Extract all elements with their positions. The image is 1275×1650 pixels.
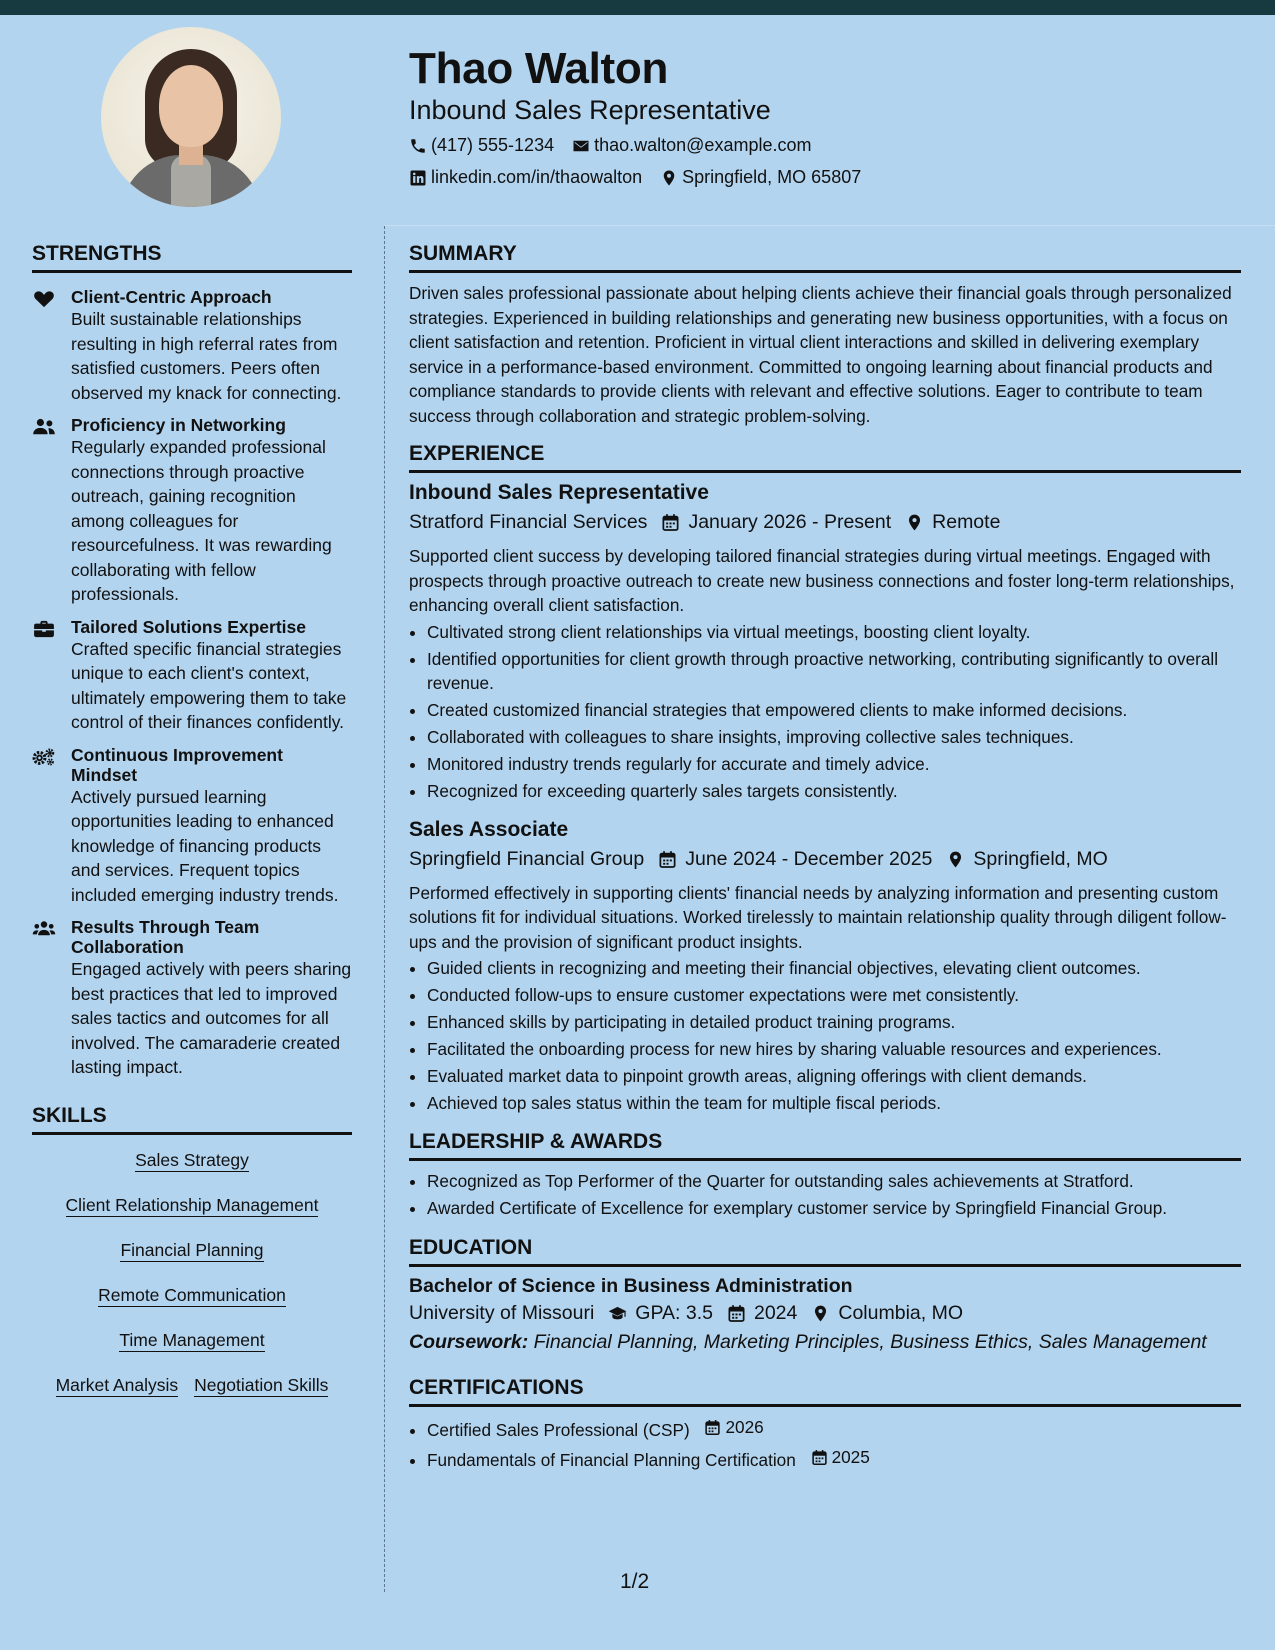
skills-list [32,1149,352,1419]
coursework-label: Coursework: [409,1331,529,1353]
contact-location [660,167,861,188]
calendar-icon [661,513,680,532]
awards-list [409,1169,1241,1221]
list-item: • Recognized for exceeding quarterly sales targets consistently. [427,779,1241,804]
calendar-icon [811,1449,828,1466]
list-item: • Recognized as Top Performer of the Quarter for outstanding sales achievements at Stratford. [427,1169,1241,1194]
strength-desc: Built sustainable relationships resulting in high referral rates from satisfied customers. Peers often observed my knack for connecting. [71,309,342,403]
list-item: • Facilitated the onboarding process for new hires by sharing valuable resources and experiences. [427,1037,1241,1062]
job-meta [409,511,1241,534]
list-item: • Awarded Certificate of Excellence for exemplary customer service by Springfield Financial Group. [427,1196,1241,1221]
envelope-icon [572,137,590,155]
strength-title: Tailored Solutions Expertise [71,616,307,637]
job-company: Springfield Financial Group [409,847,645,870]
strengths-title: STRENGTHS [32,242,352,273]
skill-tag: Client Relationship Management [65,1194,319,1215]
strength-item [32,617,352,735]
calendar-icon [704,1419,721,1436]
column-divider [384,226,385,1592]
linkedin-text: linkedin.com/in/thaowalton [431,167,643,187]
strength-title: Continuous Improvement Mindset [71,744,283,785]
list-item: • Evaluated market data to pinpoint growth areas, aligning offerings with client demands. [427,1064,1241,1089]
list-item: • Identified opportunities for client growth through proactive networking, contributing significantly to overall revenue. [427,647,1241,696]
certification-date [811,1445,870,1470]
strength-desc: Actively pursued learning opportunities leading to enhanced knowledge of financing products and services. Frequent topics included emerging industry trends. [71,786,339,905]
calendar-icon [727,1304,746,1323]
calendar-icon [658,850,677,869]
summary-title: SUMMARY [409,242,1241,273]
right-column [409,242,1241,1482]
list-item: • Conducted follow-ups to ensure customer expectations were met consistently. [427,983,1241,1008]
job-entry [409,481,1241,804]
contact-linkedin[interactable] [409,167,642,188]
experience-section [409,442,1241,1116]
certification-year: 2025 [831,1446,870,1467]
contact-row-1 [409,135,829,156]
page-number: 1/2 [620,1570,650,1593]
strength-item [32,415,352,607]
coursework-list: Financial Planning, Marketing Principles, Business Ethics, Sales Management [533,1331,1207,1353]
school-name: University of Missouri [409,1302,595,1324]
email-text: thao.walton@example.com [594,135,812,155]
skill-tag: Time Management [119,1329,265,1350]
strength-title: Results Through Team Collaboration [71,917,260,957]
users-icon [32,418,56,436]
left-column [32,242,352,1419]
contact-email[interactable] [572,135,811,156]
job-description: Performed effectively in supporting clients' financial needs by analyzing information and presenting custom solutions fit for individual situations. Worked tirelessly to maintain relationship quality through diligent follow-ups and the provision of significant product insights. [409,882,1227,952]
experience-title: EXPERIENCE [409,442,1241,473]
strength-item [32,917,352,1080]
skill-tag: Market Analysis [55,1374,179,1395]
skill-tag: Sales Strategy [135,1149,249,1170]
strength-desc: Engaged actively with peers sharing best practices that led to improved sales tactics and outcomes for all involved. The camaraderie created lasting impact. [71,959,352,1077]
list-item: • Enhanced skills by participating in detailed product training programs. [427,1010,1241,1035]
graduation-year: 2024 [753,1302,798,1324]
list-item: • Guided clients in recognizing and meeting their financial objectives, elevating client outcomes. [427,956,1241,981]
education-section [409,1236,1241,1354]
certification-date [704,1415,763,1440]
certification-year: 2026 [725,1417,764,1437]
certifications-title: CERTIFICATIONS [409,1376,1241,1407]
skill-tag: Negotiation Skills [194,1374,329,1395]
strength-title: Client-Centric Approach [71,287,272,307]
job-title: Inbound Sales Representative [409,481,709,504]
list-item: • Created customized financial strategies that empowered clients to make informed decisions. [427,698,1241,723]
map-pin-icon [660,169,678,187]
certification-name: Certified Sales Professional (CSP) [427,1419,690,1440]
coursework [409,1331,1241,1354]
summary-text: Driven sales professional passionate about helping clients achieve their financial goals through personalized strategies. Experienced in building relationships and generating new business opportunities, with a focus on client satisfaction and retention. Proficient in virtual client interactions and skilled in delivering exemplary service in a performance-based environment. Committed to ongoing learning about financial products and compliance standards to provide clients with relevant and effective solutions. Eager to contribute to team success through collaboration and strategic problem-solving. [409,283,1232,426]
education-title: EDUCATION [409,1236,1241,1267]
job-bullets [409,956,1241,1116]
team-icon [32,920,56,938]
job-entry [409,818,1241,1116]
job-company: Stratford Financial Services [409,511,648,533]
list-item: • Collaborated with colleagues to share insights, improving collective sales techniques. [427,725,1241,750]
certification-name: Fundamentals of Financial Planning Certification [427,1449,796,1470]
candidate-name: Thao Walton [409,44,669,93]
map-pin-icon [811,1304,830,1323]
header-rule [384,225,1275,226]
job-bullets [409,620,1241,804]
gpa-text: GPA: 3.5 [635,1302,713,1324]
heart-icon [32,290,56,308]
strength-desc: Regularly expanded professional connections through proactive outreach, gaining recognition among colleagues for resourcefulness. It was rewarding collaborating with fellow professionals. [71,437,332,604]
job-description: Supported client success by developing tailored financial strategies during virtual meetings. Engaged with prospects through proactive outreach to create new business connections and foster long-term relationships, enhancing overall client satisfaction. [409,546,1235,615]
awards-title: LEADERSHIP & AWARDS [409,1130,1241,1161]
strength-item [32,745,352,908]
profile-photo [101,27,281,207]
certifications-section [409,1376,1241,1472]
summary-section [409,242,1241,428]
skills-title: SKILLS [32,1104,352,1135]
education-meta [409,1302,1241,1325]
contact-phone[interactable] [409,135,554,156]
list-item [427,1445,1241,1472]
awards-section [409,1130,1241,1221]
school-location: Columbia, MO [838,1302,963,1324]
skill-tag: Remote Communication [98,1284,286,1305]
skill-tag: Financial Planning [120,1239,264,1260]
top-accent-bar [0,0,1275,15]
linkedin-icon [409,169,427,187]
map-pin-icon [946,850,965,869]
location-text: Springfield, MO 65807 [682,167,862,187]
job-dates: June 2024 - December 2025 [685,847,933,870]
graduation-cap-icon [608,1304,627,1323]
strength-title: Proficiency in Networking [71,415,286,435]
list-item: • Monitored industry trends regularly for accurate and timely advice. [427,752,1241,777]
degree-title: Bachelor of Science in Business Administration [409,1275,853,1297]
list-item [427,1415,1241,1442]
job-dates: January 2026 - Present [688,511,892,533]
briefcase-icon [32,620,56,638]
candidate-role: Inbound Sales Representative [409,95,771,125]
list-item: • Achieved top sales status within the team for multiple fiscal periods. [427,1091,1241,1116]
phone-icon [409,137,427,155]
map-pin-icon [905,513,924,532]
job-meta [409,848,1241,871]
certifications-list [409,1415,1241,1472]
list-item: • Cultivated strong client relationships via virtual meetings, boosting client loyalty. [427,620,1241,645]
gears-icon [32,748,56,766]
contact-row-2 [409,167,879,188]
strength-item [32,287,352,405]
job-location: Remote [932,511,1001,533]
job-title: Sales Associate [409,817,569,841]
strength-desc: Crafted specific financial strategies unique to each client's context, ultimately empowering them to take control of their finances confidently. [71,638,347,732]
phone-text: (417) 555-1234 [431,135,555,155]
job-location: Springfield, MO [973,847,1108,870]
